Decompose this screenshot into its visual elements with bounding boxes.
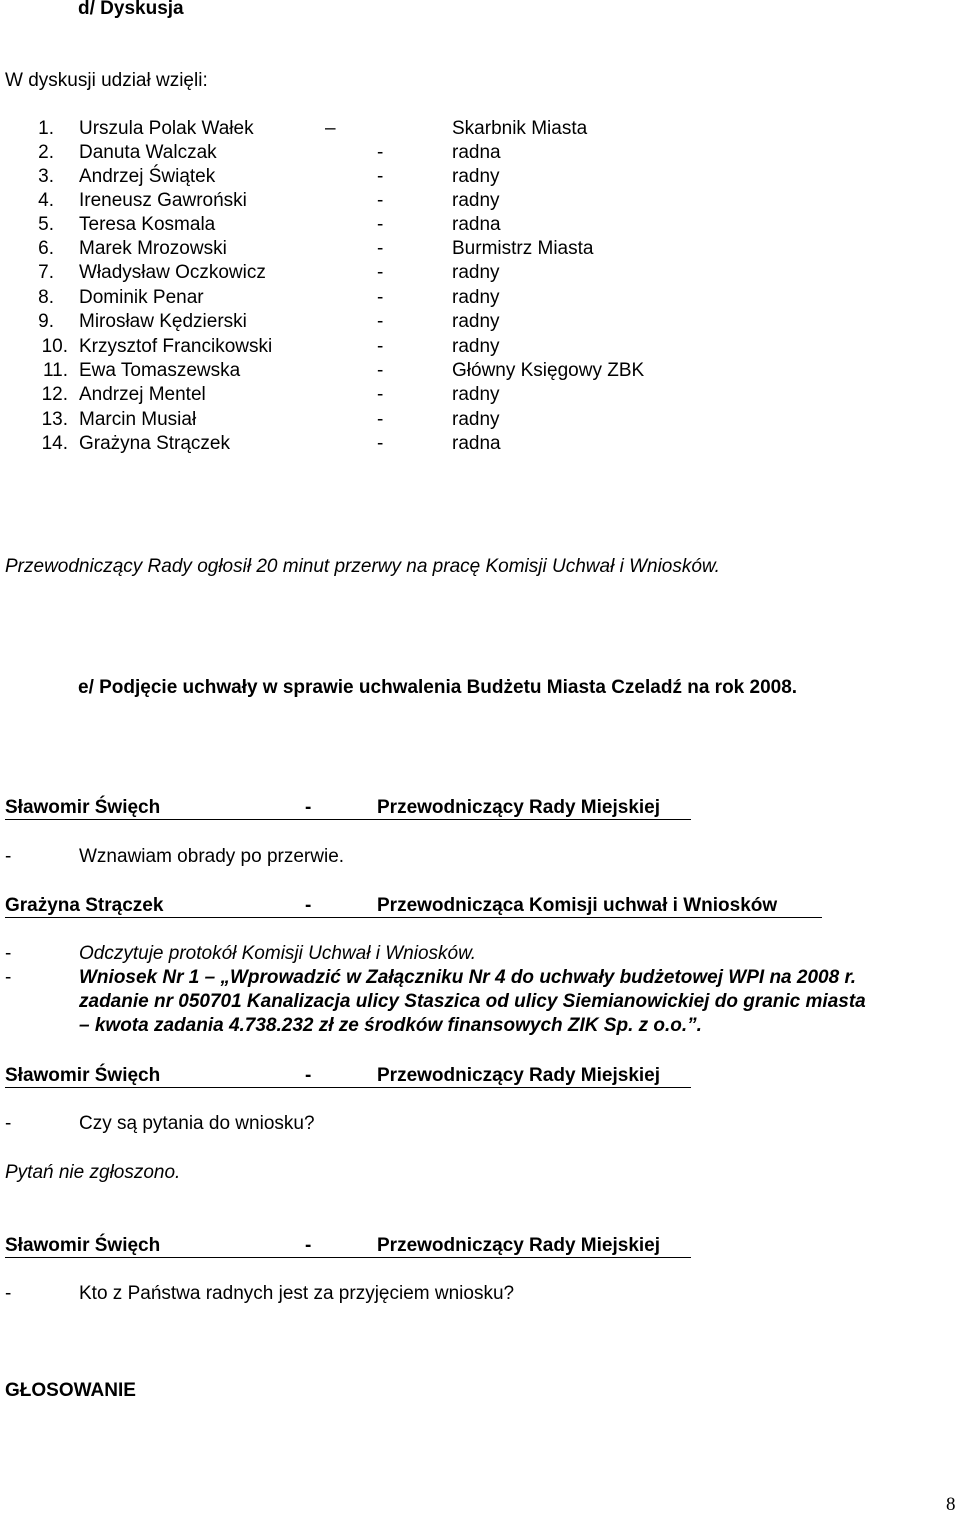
separator-dash: - (377, 384, 384, 405)
page-number: 8 (946, 1494, 956, 1515)
item-number: 9. (38, 311, 54, 332)
participant-name: Władysław Oczkowicz (79, 262, 266, 283)
speaker-underline (5, 819, 691, 820)
speaker-title: Przewodniczący Rady Miejskiej (377, 1065, 661, 1086)
speaker-name: Sławomir Święch (5, 1235, 161, 1256)
break-announcement: Przewodniczący Rady ogłosił 20 minut przerwy na pracę Komisji Uchwał i Wniosków. (5, 556, 720, 577)
section-d-title: d/ Dyskusja (78, 0, 184, 19)
participant-role: radna (452, 433, 501, 454)
participant-role: radny (452, 384, 500, 405)
speaker-underline (5, 917, 822, 918)
separator-dash: - (377, 166, 384, 187)
participant-name: Ireneusz Gawroński (79, 190, 247, 211)
participant-role: radny (452, 311, 500, 332)
speaker-dash: - (305, 1235, 312, 1256)
participant-role: radna (452, 214, 501, 235)
separator-dash: - (377, 336, 384, 357)
motion-line-1: Wniosek Nr 1 – „Wprowadzić w Załączniku Nr 4 do uchwały budżetowej WPI na 2008 r. (79, 967, 857, 988)
list-dash: - (5, 846, 12, 867)
no-questions-note: Pytań nie zgłoszono. (5, 1162, 181, 1183)
list-dash: - (5, 1113, 12, 1134)
item-number: 12. (41, 384, 68, 405)
participant-role: radny (452, 190, 500, 211)
participant-role: radny (452, 409, 500, 430)
separator-dash: - (377, 214, 384, 235)
separator-dash: - (377, 287, 384, 308)
item-number: 3. (38, 166, 54, 187)
item-number: 11. (42, 360, 68, 381)
item-number: 1. (38, 118, 54, 139)
participant-role: radny (452, 262, 500, 283)
participant-name: Marek Mrozowski (79, 238, 227, 259)
section-e-title: e/ Podjęcie uchwały w sprawie uchwalenia Budżetu Miasta Czeladź na rok 2008. (78, 677, 798, 698)
item-number: 2. (38, 142, 54, 163)
speaker-dash: - (305, 1065, 312, 1086)
speaker-underline (5, 1257, 691, 1258)
separator-dash: - (377, 360, 384, 381)
participant-name: Dominik Penar (79, 287, 204, 308)
item-number: 7. (38, 262, 54, 283)
speaker-name: Sławomir Święch (5, 797, 161, 818)
separator-dash: - (377, 238, 384, 259)
separator-dash: - (377, 262, 384, 283)
participant-role: Główny Księgowy ZBK (452, 360, 645, 381)
separator-dash: - (377, 142, 384, 163)
speaker-underline (5, 1087, 691, 1088)
item-number: 6. (38, 238, 54, 259)
separator-dash: - (377, 433, 384, 454)
participant-role: radny (452, 336, 500, 357)
item-number: 10. (41, 336, 68, 357)
speaker-dash: - (305, 895, 312, 916)
item-number: 13. (41, 409, 68, 430)
speaker-title: Przewodniczący Rady Miejskiej (377, 1235, 661, 1256)
participant-role: Burmistrz Miasta (452, 238, 594, 259)
list-dash: - (5, 1283, 12, 1304)
participant-name: Krzysztof Francikowski (79, 336, 273, 357)
participant-role: Skarbnik Miasta (452, 118, 588, 139)
separator-dash: - (377, 311, 384, 332)
list-dash: - (5, 967, 12, 988)
item-number: 8. (38, 287, 54, 308)
participant-name: Ewa Tomaszewska (79, 360, 241, 381)
participant-name: Grażyna Strączek (79, 433, 230, 454)
participant-role: radna (452, 142, 501, 163)
speaker-name: Sławomir Święch (5, 1065, 161, 1086)
voting-heading: GŁOSOWANIE (5, 1380, 136, 1401)
resume-statement: Wznawiam obrady po przerwie. (79, 846, 345, 867)
motion-line-3: – kwota zadania 4.738.232 zł ze środków finansowych ZIK Sp. z o.o.”. (79, 1015, 702, 1036)
participant-name: Andrzej Świątek (79, 166, 216, 187)
question-statement: Czy są pytania do wniosku? (79, 1113, 315, 1134)
separator-dash: - (377, 409, 384, 430)
item-number: 14. (41, 433, 68, 454)
separator-dash: – (325, 118, 336, 139)
participant-name: Andrzej Mentel (79, 384, 206, 405)
item-number: 5. (38, 214, 54, 235)
list-dash: - (5, 943, 12, 964)
protocol-statement: Odczytuje protokół Komisji Uchwał i Wniosków. (79, 943, 477, 964)
separator-dash: - (377, 190, 384, 211)
item-number: 4. (38, 190, 54, 211)
participant-name: Urszula Polak Wałek (79, 118, 254, 139)
speaker-dash: - (305, 797, 312, 818)
speaker-title: Przewodniczący Rady Miejskiej (377, 797, 661, 818)
speaker-name: Grażyna Strączek (5, 895, 164, 916)
participant-name: Teresa Kosmala (79, 214, 216, 235)
participant-name: Mirosław Kędzierski (79, 311, 247, 332)
speaker-title: Przewodnicząca Komisji uchwał i Wniosków (377, 895, 778, 916)
discussion-intro: W dyskusji udział wzięli: (5, 70, 208, 91)
participant-role: radny (452, 287, 500, 308)
motion-line-2: zadanie nr 050701 Kanalizacja ulicy Staszica od ulicy Siemianowickiej do granic miasta (79, 991, 866, 1012)
participant-role: radny (452, 166, 500, 187)
vote-question-statement: Kto z Państwa radnych jest za przyjęciem wniosku? (79, 1283, 515, 1304)
participant-name: Danuta Walczak (79, 142, 217, 163)
participant-name: Marcin Musiał (79, 409, 197, 430)
